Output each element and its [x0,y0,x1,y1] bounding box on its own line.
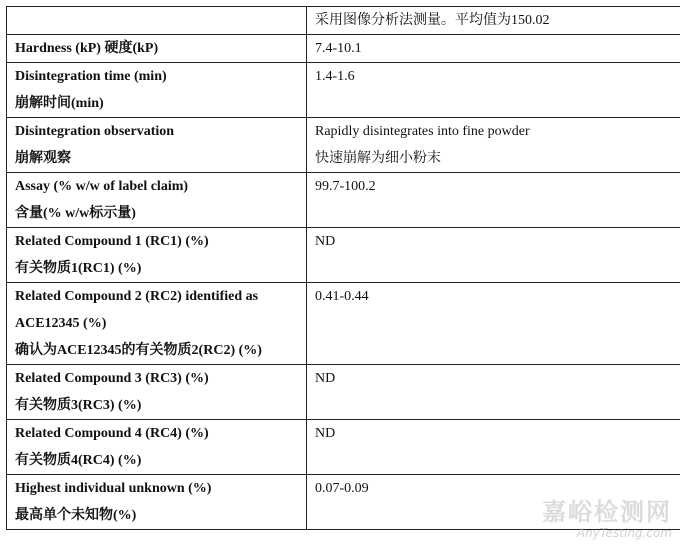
result-value-line: ND [315,234,336,249]
result-value-line: 快速崩解为细小粉末 [315,151,441,166]
result-value-line: 1.4-1.6 [315,69,355,84]
parameter-label-line: 有关物质4(RC4) (%) [15,453,142,468]
parameter-cell [7,228,307,283]
table-row [7,420,680,475]
parameter-cell [7,365,307,420]
parameter-cell [7,475,307,530]
table-row [7,118,680,173]
parameter-cell [7,420,307,475]
result-value-line: ND [315,371,336,386]
parameter-label-line: Related Compound 3 (RC3) (%) [15,371,209,386]
result-value-line: 采用图像分析法测量。平均值为150.02 [315,13,550,28]
parameter-cell [7,118,307,173]
parameter-label-line: 含量(% w/w标示量) [15,206,136,221]
parameter-label-line: 有关物质1(RC1) (%) [15,261,142,276]
parameter-label-line: Related Compound 4 (RC4) (%) [15,426,209,441]
parameter-label-line: Assay (% w/w of label claim) [15,179,189,194]
result-cell [307,365,680,420]
parameter-label-line: Hardness (kP) 硬度(kP) [15,41,159,56]
parameter-label-line: 崩解时间(min) [15,96,104,111]
parameter-label-line: 最高单个未知物(%) [15,508,137,523]
result-cell [307,475,680,530]
result-cell [307,283,680,365]
result-cell [307,118,680,173]
specification-table-body [7,7,680,530]
result-value-line: 7.4-10.1 [315,41,362,56]
result-value-line: 99.7-100.2 [315,179,376,194]
result-cell [307,228,680,283]
result-cell [307,420,680,475]
parameter-cell [7,173,307,228]
specification-table [6,6,680,530]
table-row [7,475,680,530]
result-value-line: 0.07-0.09 [315,481,369,496]
parameter-label-line: Disintegration observation [15,124,175,139]
parameter-label-line: Disintegration time (min) [15,69,167,84]
parameter-label-line: Highest individual unknown (%) [15,481,212,496]
table-row [7,7,680,35]
result-value-line: Rapidly disintegrates into fine powder [315,124,530,139]
parameter-label-line: 有关物质3(RC3) (%) [15,398,142,413]
parameter-label-line: ACE12345 (%) [15,316,107,331]
parameter-label-line: Related Compound 1 (RC1) (%) [15,234,209,249]
parameter-label-line: 崩解观察 [15,151,71,166]
watermark-main-text: 嘉峪检测网 [542,498,672,526]
parameter-cell [7,35,307,63]
watermark-sub-text: AnyTesting.com [576,526,672,540]
parameter-cell [7,63,307,118]
result-cell [307,35,680,63]
result-cell [307,7,680,35]
result-cell [307,173,680,228]
parameter-label-line: Related Compound 2 (RC2) identified as [15,289,259,304]
table-row [7,63,680,118]
parameter-label-line: 确认为ACE12345的有关物质2(RC2) (%) [15,343,262,358]
table-row [7,283,680,365]
table-row [7,35,680,63]
result-value-line: 0.41-0.44 [315,289,369,304]
table-row [7,228,680,283]
result-cell [307,63,680,118]
result-value-line: ND [315,426,336,441]
parameter-cell [7,283,307,365]
table-row [7,173,680,228]
parameter-cell [7,7,307,35]
table-row [7,365,680,420]
